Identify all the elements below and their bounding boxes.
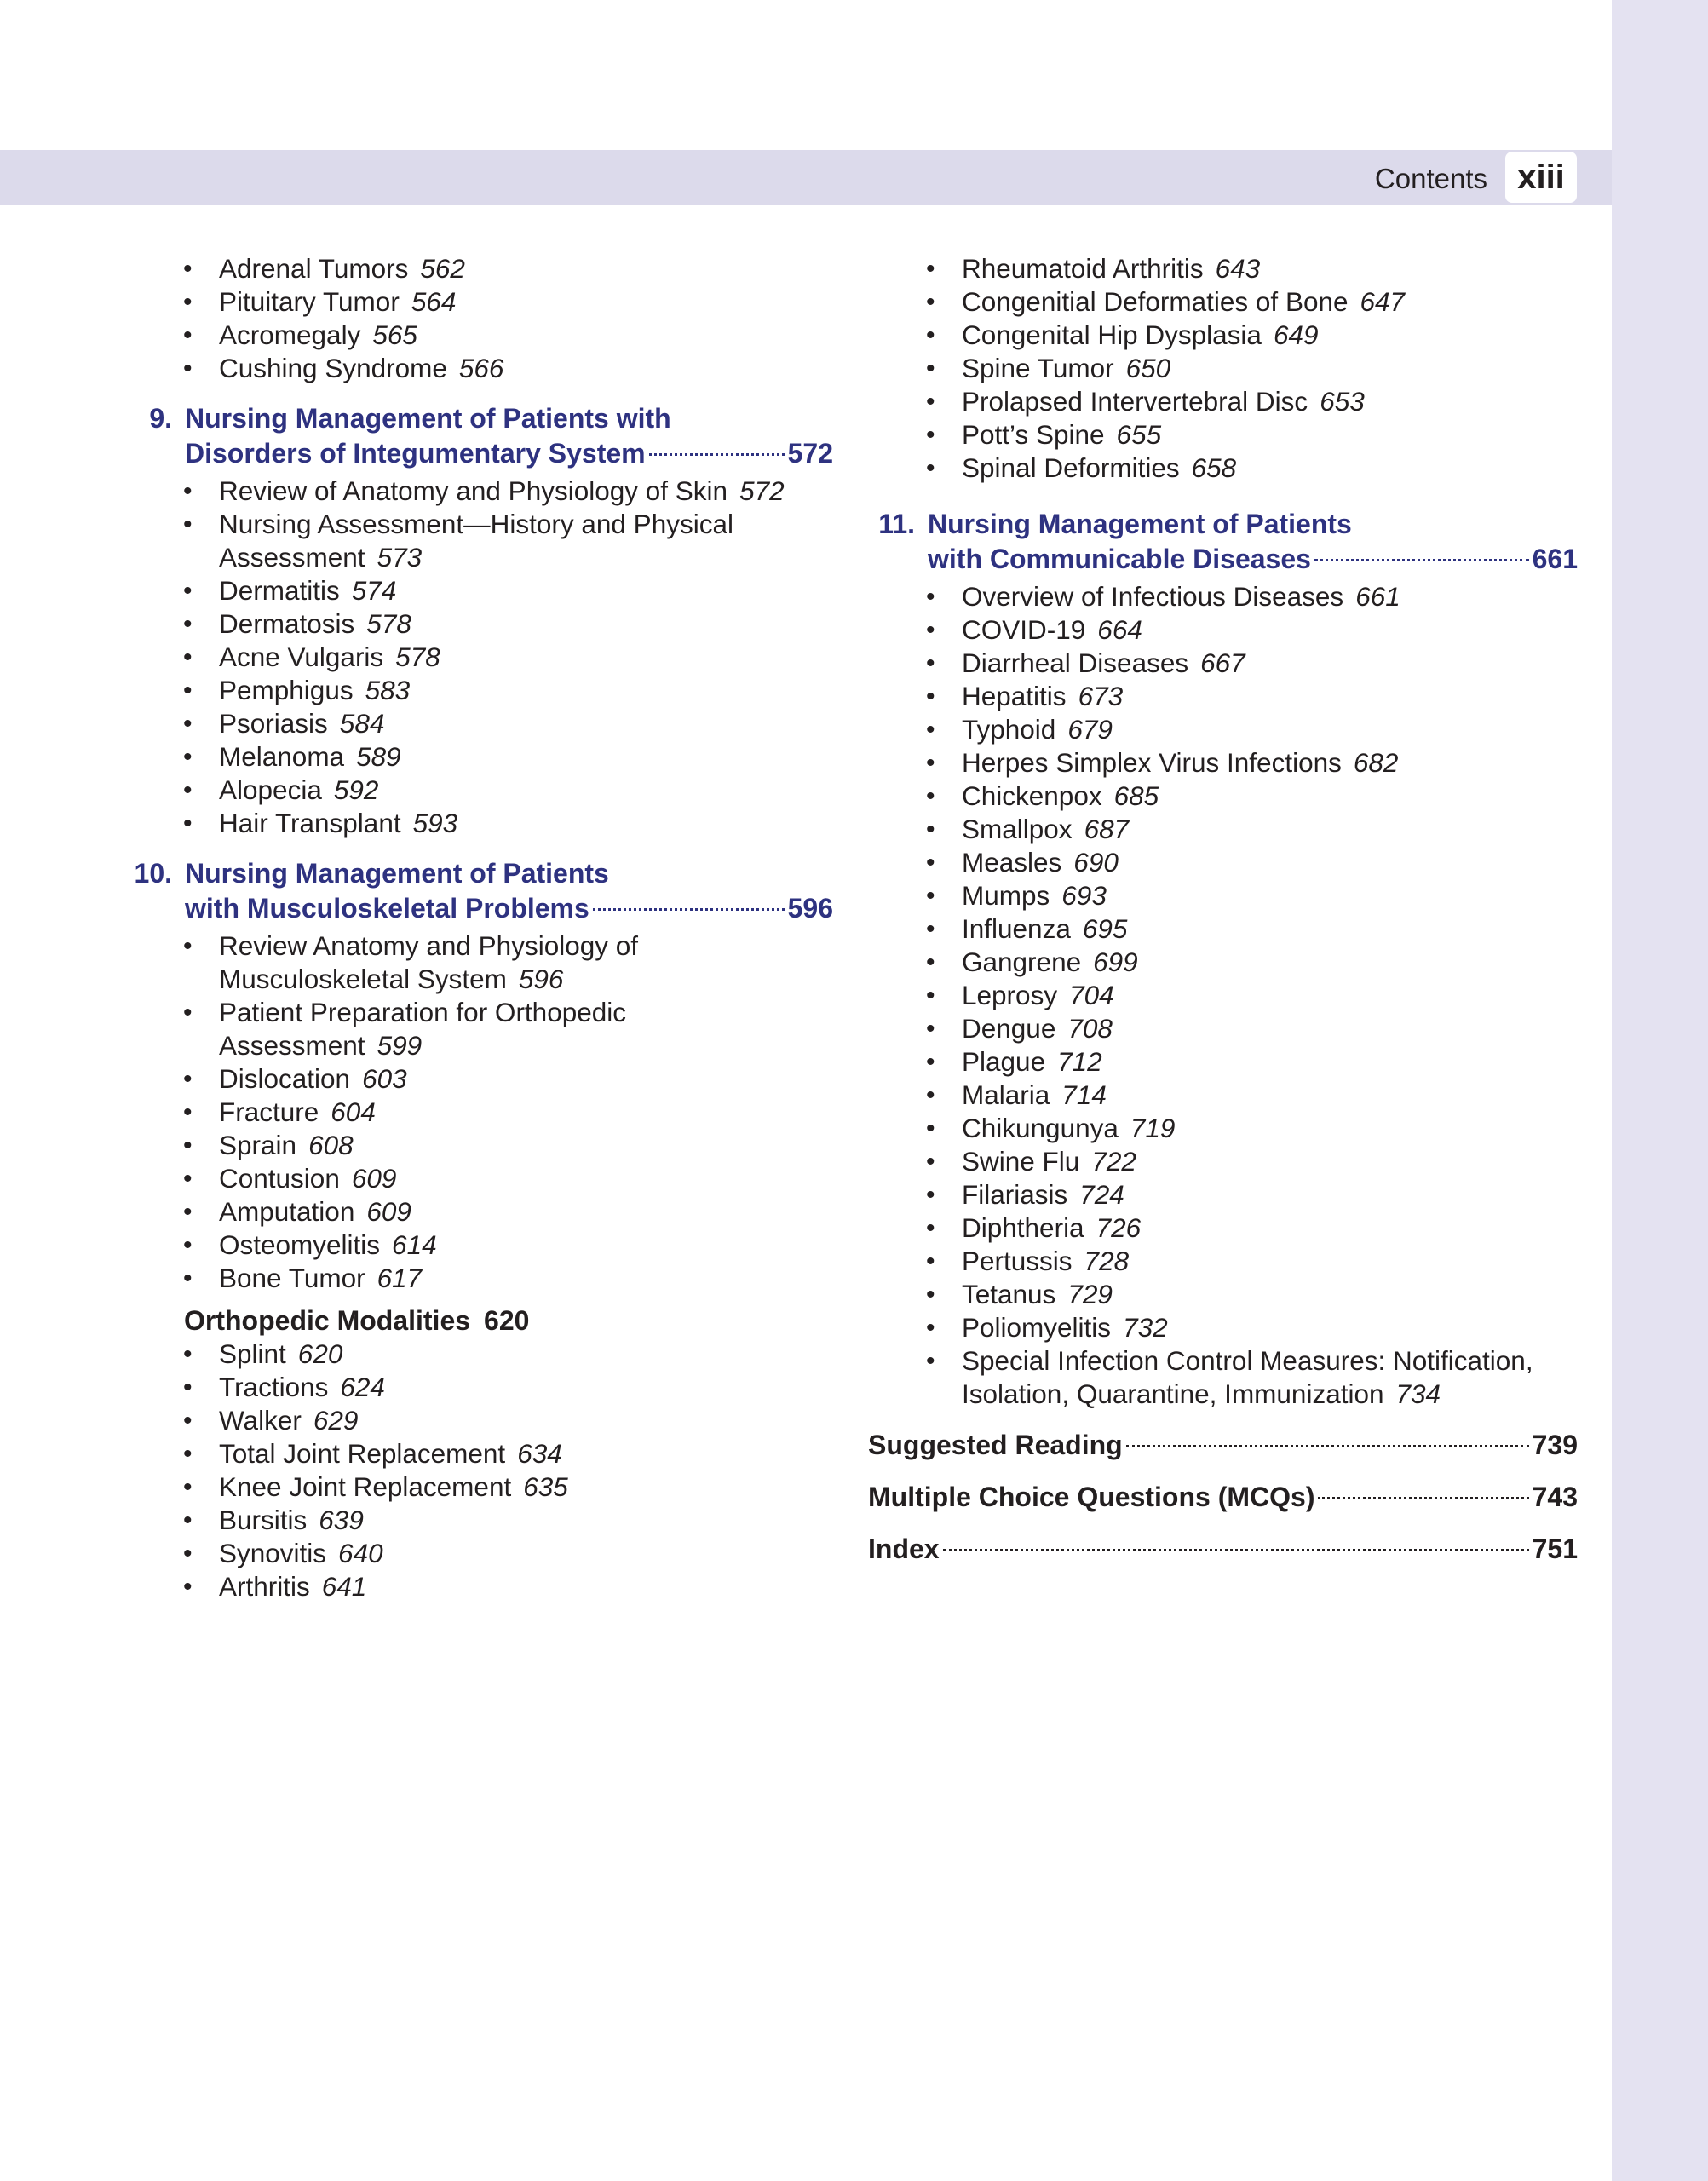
- toc-entry-page: 724: [1079, 1179, 1124, 1210]
- toc-entry[interactable]: [860, 385, 1578, 418]
- toc-entry-page: 635: [523, 1471, 568, 1502]
- toc-entry-page: 608: [308, 1130, 354, 1160]
- toc-entry-page: 574: [351, 575, 397, 606]
- toc-entry-title: Chickenpox: [962, 780, 1102, 811]
- page-edge-strip: [1612, 0, 1708, 2181]
- toc-item-list: [118, 1338, 833, 1603]
- toc-entry[interactable]: [118, 929, 833, 996]
- toc-entry-page: 609: [366, 1196, 411, 1227]
- toc-entry[interactable]: [860, 285, 1578, 319]
- toc-entry[interactable]: [860, 1112, 1578, 1145]
- toc-entry-title: Bone Tumor: [219, 1263, 365, 1293]
- toc-entry[interactable]: [118, 285, 833, 319]
- toc-entry-title: Psoriasis: [219, 708, 328, 739]
- toc-entry-page: 564: [411, 286, 457, 317]
- toc-entry[interactable]: [860, 1012, 1578, 1045]
- toc-entry-title: Malaria: [962, 1079, 1050, 1110]
- toc-entry-page: 655: [1116, 419, 1162, 450]
- toc-entry-page: 685: [1113, 780, 1159, 811]
- toc-entry-title: Overview of Infectious Diseases: [962, 581, 1344, 612]
- toc-entry-title: Dengue: [962, 1013, 1056, 1044]
- toc-entry-page: 578: [366, 608, 411, 639]
- toc-entry-title: Influenza: [962, 913, 1071, 944]
- toc-entry[interactable]: [860, 680, 1578, 713]
- toc-entry[interactable]: [860, 1211, 1578, 1245]
- toc-entry-title: Cushing Syndrome: [219, 353, 447, 383]
- toc-item-list: [118, 929, 833, 1295]
- dot-leader: [1318, 1497, 1528, 1499]
- toc-entry[interactable]: [118, 1162, 833, 1195]
- toc-entry[interactable]: [860, 319, 1578, 352]
- toc-entry-title: Congenitial Deformaties of Bone: [962, 286, 1349, 317]
- toc-entry-page: 722: [1091, 1146, 1136, 1177]
- toc-item-list: [118, 475, 833, 840]
- chapter-10-heading[interactable]: [118, 856, 833, 926]
- toc-entry-title: Osteomyelitis: [219, 1229, 381, 1260]
- toc-entry-title: COVID-19: [962, 614, 1086, 645]
- toc-entry-title: Measles: [962, 847, 1062, 878]
- toc-entry-page: 592: [333, 774, 379, 805]
- toc-entry[interactable]: [118, 1062, 833, 1096]
- chapter-page: 596: [787, 893, 833, 924]
- toc-item-list: [118, 252, 833, 385]
- toc-entry[interactable]: [118, 252, 833, 285]
- toc-entry-title: Bursitis: [219, 1505, 308, 1535]
- chapter-9-heading[interactable]: [118, 401, 833, 471]
- chapter-page: 661: [1532, 544, 1578, 574]
- toc-entry-page: 673: [1078, 681, 1124, 711]
- toc-entry[interactable]: [860, 946, 1578, 979]
- toc-entry-page: 566: [458, 353, 504, 383]
- dot-leader: [593, 908, 785, 911]
- toc-entry-page: 562: [420, 253, 465, 284]
- toc-right-column: [860, 252, 1578, 1566]
- toc-entry-page: 679: [1067, 714, 1113, 745]
- chapter-title-line1: Nursing Management of Patients: [928, 509, 1352, 539]
- toc-entry-title: Herpes Simplex Virus Infections: [962, 747, 1342, 778]
- toc-entry-title: Tetanus: [962, 1279, 1056, 1309]
- toc-entry-page: 693: [1061, 880, 1107, 911]
- toc-entry-title: Total Joint Replacement: [219, 1438, 506, 1469]
- toc-entry[interactable]: [118, 1437, 833, 1470]
- toc-entry-page: 604: [331, 1096, 376, 1127]
- toc-entry-title: Smallpox: [962, 814, 1073, 844]
- toc-entry-title: Splint: [219, 1338, 286, 1369]
- toc-entry[interactable]: [860, 418, 1578, 452]
- toc-entry-title: Typhoid: [962, 714, 1056, 745]
- toc-entry[interactable]: [118, 674, 833, 707]
- toc-entry-title: Patient Preparation for Orthopedic Assessment: [219, 997, 627, 1061]
- toc-item-list: [860, 252, 1578, 485]
- toc-entry[interactable]: [118, 352, 833, 385]
- toc-entry-title: Special Infection Control Measures: Notification, Isolation, Quarantine, Immunization: [962, 1345, 1533, 1409]
- toc-entry-title: Leprosy: [962, 980, 1058, 1010]
- toc-entry-page: 573: [377, 542, 423, 573]
- chapter-title-line1: Nursing Management of Patients with: [185, 403, 671, 434]
- dot-leader: [1126, 1445, 1529, 1447]
- toc-entry[interactable]: [860, 846, 1578, 879]
- toc-entry-page: 695: [1082, 913, 1128, 944]
- toc-entry-title: Review of Anatomy and Physiology of Skin: [219, 475, 728, 506]
- toc-entry-page: 599: [377, 1030, 423, 1061]
- toc-entry-title: Diarrheal Diseases: [962, 647, 1189, 678]
- toc-entry-page: 687: [1084, 814, 1130, 844]
- toc-entry[interactable]: [118, 508, 833, 574]
- toc-entry-title: Arthritis: [219, 1571, 310, 1602]
- back-matter-index[interactable]: [868, 1532, 1578, 1566]
- toc-entry[interactable]: [860, 352, 1578, 385]
- toc-entry-title: Congenital Hip Dysplasia: [962, 319, 1262, 350]
- subsection-page: 620: [484, 1305, 530, 1336]
- toc-entry[interactable]: [118, 1404, 833, 1437]
- toc-entry-title: Fracture: [219, 1096, 319, 1127]
- toc-entry[interactable]: [860, 713, 1578, 746]
- subsection-heading[interactable]: [118, 1303, 833, 1338]
- toc-entry-page: 708: [1067, 1013, 1113, 1044]
- toc-entry-page: 583: [365, 675, 411, 705]
- toc-entry-title: Knee Joint Replacement: [219, 1471, 512, 1502]
- toc-entry-title: Spine Tumor: [962, 353, 1114, 383]
- toc-entry[interactable]: [860, 1344, 1578, 1411]
- toc-entry-title: Synovitis: [219, 1538, 327, 1568]
- toc-entry-title: Hair Transplant: [219, 808, 401, 838]
- toc-entry[interactable]: [118, 1229, 833, 1262]
- toc-entry-page: 712: [1057, 1046, 1102, 1077]
- toc-entry-page: 650: [1125, 353, 1171, 383]
- toc-item-list: [860, 580, 1578, 1411]
- toc-entry[interactable]: [860, 1245, 1578, 1278]
- toc-entry-page: 617: [377, 1263, 423, 1293]
- back-matter-page: 739: [1532, 1430, 1578, 1460]
- toc-entry-title: Pituitary Tumor: [219, 286, 400, 317]
- toc-entry-title: Acne Vulgaris: [219, 642, 384, 672]
- toc-entry-page: 596: [518, 964, 564, 994]
- toc-entry-title: Diphtheria: [962, 1212, 1084, 1243]
- toc-entry[interactable]: [118, 1096, 833, 1129]
- toc-entry[interactable]: [860, 613, 1578, 647]
- toc-entry-page: 572: [739, 475, 785, 506]
- chapter-number: 10.: [134, 858, 172, 889]
- toc-entry-page: 728: [1084, 1246, 1130, 1276]
- toc-entry-page: 578: [395, 642, 440, 672]
- toc-entry-title: Gangrene: [962, 947, 1082, 977]
- toc-entry[interactable]: [118, 1195, 833, 1229]
- toc-entry-title: Rheumatoid Arthritis: [962, 253, 1204, 284]
- chapter-title-line2: with Musculoskeletal Problems: [185, 893, 589, 924]
- chapter-number: 11.: [878, 509, 915, 539]
- toc-entry[interactable]: [118, 996, 833, 1062]
- toc-entry[interactable]: [118, 1537, 833, 1570]
- toc-entry-title: Nursing Assessment—History and Physical Assessment: [219, 509, 733, 573]
- back-matter-page: 743: [1532, 1482, 1578, 1512]
- toc-entry[interactable]: [860, 1278, 1578, 1311]
- toc-entry-title: Mumps: [962, 880, 1050, 911]
- toc-entry-page: 641: [321, 1571, 367, 1602]
- running-head: Contents: [1374, 163, 1487, 194]
- toc-entry-title: Prolapsed Intervertebral Disc: [962, 386, 1308, 417]
- toc-entry-title: Acromegaly: [219, 319, 361, 350]
- toc-entry-title: Pemphigus: [219, 675, 354, 705]
- toc-entry[interactable]: [118, 1504, 833, 1537]
- back-matter-page: 751: [1532, 1534, 1578, 1564]
- toc-entry-page: 639: [319, 1505, 364, 1535]
- toc-entry-page: 620: [297, 1338, 343, 1369]
- toc-entry-page: 593: [412, 808, 458, 838]
- toc-entry-title: Pott’s Spine: [962, 419, 1105, 450]
- toc-entry[interactable]: [860, 1145, 1578, 1178]
- toc-entry-page: 624: [340, 1372, 385, 1402]
- toc-entry-title: Review Anatomy and Physiology of Musculoskeletal System: [219, 930, 639, 994]
- toc-entry-title: Pertussis: [962, 1246, 1073, 1276]
- toc-entry[interactable]: [860, 1178, 1578, 1211]
- toc-entry[interactable]: [118, 1371, 833, 1404]
- chapter-page: 572: [787, 438, 833, 469]
- subsection-title: Orthopedic Modalities: [184, 1305, 471, 1336]
- toc-entry-page: 719: [1130, 1113, 1176, 1143]
- toc-entry-title: Dermatosis: [219, 608, 355, 639]
- toc-entry-page: 649: [1273, 319, 1319, 350]
- back-matter-title: Suggested Reading: [868, 1430, 1123, 1460]
- toc-entry[interactable]: [118, 475, 833, 508]
- toc-entry[interactable]: [118, 319, 833, 352]
- toc-entry-title: Dermatitis: [219, 575, 340, 606]
- toc-entry[interactable]: [118, 740, 833, 774]
- toc-entry-page: 653: [1320, 386, 1365, 417]
- toc-entry-page: 565: [372, 319, 417, 350]
- toc-entry-page: 640: [338, 1538, 383, 1568]
- toc-entry-page: 699: [1093, 947, 1138, 977]
- toc-entry-page: 589: [356, 741, 401, 772]
- page-number: xiii: [1517, 158, 1565, 196]
- toc-entry-title: Tractions: [219, 1372, 329, 1402]
- toc-entry-page: 647: [1360, 286, 1406, 317]
- toc-entry-page: 658: [1191, 452, 1237, 483]
- toc-entry-page: 664: [1097, 614, 1142, 645]
- header-band: [0, 150, 1612, 205]
- toc-entry[interactable]: [118, 607, 833, 641]
- toc-entry[interactable]: [860, 746, 1578, 780]
- toc-left-column: [118, 252, 833, 1603]
- toc-entry-page: 614: [392, 1229, 437, 1260]
- toc-entry-title: Adrenal Tumors: [219, 253, 409, 284]
- toc-entry-title: Hepatitis: [962, 681, 1067, 711]
- toc-entry[interactable]: [860, 1045, 1578, 1079]
- toc-entry[interactable]: [118, 1570, 833, 1603]
- toc-entry[interactable]: [118, 1129, 833, 1162]
- toc-entry[interactable]: [118, 1470, 833, 1504]
- toc-entry-page: 690: [1073, 847, 1119, 878]
- chapter-number: 9.: [149, 403, 172, 434]
- toc-entry[interactable]: [860, 252, 1578, 285]
- toc-entry[interactable]: [860, 1311, 1578, 1344]
- dot-leader: [649, 453, 785, 456]
- back-matter-title: Multiple Choice Questions (MCQs): [868, 1482, 1315, 1512]
- toc-entry-page: 682: [1353, 747, 1399, 778]
- toc-entry[interactable]: [860, 1079, 1578, 1112]
- toc-entry[interactable]: [860, 813, 1578, 846]
- toc-entry-page: 609: [351, 1163, 397, 1194]
- toc-entry-title: Spinal Deformities: [962, 452, 1180, 483]
- toc-entry-page: 667: [1200, 647, 1245, 678]
- toc-entry[interactable]: [118, 1338, 833, 1371]
- toc-entry-page: 643: [1215, 253, 1261, 284]
- toc-entry-page: 726: [1096, 1212, 1142, 1243]
- toc-entry-page: 634: [517, 1438, 562, 1469]
- toc-entry-page: 732: [1123, 1312, 1168, 1343]
- toc-entry-title: Dislocation: [219, 1063, 351, 1094]
- toc-entry-page: 584: [339, 708, 385, 739]
- chapter-11-heading[interactable]: [860, 507, 1578, 577]
- toc-entry-title: Sprain: [219, 1130, 297, 1160]
- toc-entry-page: 729: [1067, 1279, 1113, 1309]
- toc-entry-title: Chikungunya: [962, 1113, 1119, 1143]
- toc-entry-title: Plague: [962, 1046, 1046, 1077]
- back-matter-title: Index: [868, 1534, 940, 1564]
- toc-entry[interactable]: [860, 879, 1578, 912]
- toc-entry-title: Alopecia: [219, 774, 322, 805]
- toc-entry[interactable]: [118, 807, 833, 840]
- toc-entry[interactable]: [118, 707, 833, 740]
- toc-entry-title: Amputation: [219, 1196, 355, 1227]
- toc-entry-page: 629: [313, 1405, 359, 1436]
- toc-entry-title: Melanoma: [219, 741, 345, 772]
- toc-entry-page: 714: [1061, 1079, 1107, 1110]
- toc-entry-page: 704: [1069, 980, 1114, 1010]
- toc-entry[interactable]: [860, 780, 1578, 813]
- toc-entry-title: Swine Flu: [962, 1146, 1080, 1177]
- toc-entry-page: 603: [362, 1063, 407, 1094]
- toc-entry-title: Filariasis: [962, 1179, 1068, 1210]
- dot-leader: [1314, 559, 1529, 561]
- toc-entry[interactable]: [860, 979, 1578, 1012]
- toc-entry[interactable]: [860, 647, 1578, 680]
- chapter-title-line2: with Communicable Diseases: [928, 544, 1311, 574]
- toc-entry-page: 661: [1355, 581, 1400, 612]
- toc-entry[interactable]: [118, 774, 833, 807]
- toc-entry[interactable]: [860, 452, 1578, 485]
- toc-entry[interactable]: [860, 580, 1578, 613]
- toc-entry-title: Poliomyelitis: [962, 1312, 1112, 1343]
- back-matter-suggested-reading[interactable]: [868, 1428, 1578, 1462]
- back-matter-mcqs[interactable]: [868, 1480, 1578, 1514]
- toc-entry[interactable]: [118, 641, 833, 674]
- toc-entry-title: Walker: [219, 1405, 302, 1436]
- toc-entry[interactable]: [118, 1262, 833, 1295]
- dot-leader: [943, 1549, 1529, 1551]
- toc-entry[interactable]: [118, 574, 833, 607]
- toc-entry[interactable]: [860, 912, 1578, 946]
- chapter-title-line1: Nursing Management of Patients: [185, 858, 609, 889]
- chapter-title-line2: Disorders of Integumentary System: [185, 438, 646, 469]
- toc-entry-page: 734: [1395, 1378, 1441, 1409]
- toc-entry-title: Contusion: [219, 1163, 340, 1194]
